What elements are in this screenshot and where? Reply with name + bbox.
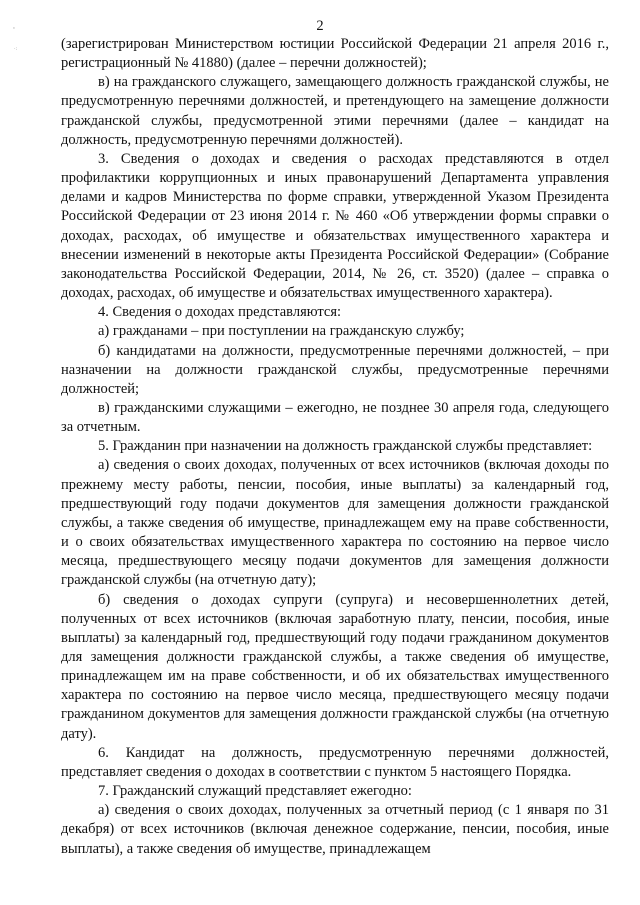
paragraph-5-item-b: б) сведения о доходах супруги (супруга) и несовершеннолетних детей, полученных от всех источников (включая заработную плату, пенсии, пособия, иные выплаты) за календарный год, предшествующий году подачи гражданином документов для замещения должности гражданской службы, а также сведения об имуществе, принадлежащем им на праве собственности, и об их обязательствах имущественного характера по состоянию на первое число месяца, предшествующего месяцу подачи гражданином документов для замещения должности гражданской службы (на отчетную дату).	[61, 591, 609, 742]
paragraph-5-item-a: а) сведения о своих доходах, полученных от всех источников (включая доходы по прежнему месту работы, пенсии, пособия, иные выплаты) за календарный год, предшествующий году подачи документов для замещения должности гражданской службы, а также сведения об имуществе, принадлежащем ему на праве собственности, и о своих обязательствах имущественного характера по состоянию на первое число месяца, предшествующего месяцу подачи документов для замещения должности гражданской службы (на отчетную дату);	[61, 457, 609, 589]
page-number: 2	[316, 18, 324, 34]
scan-artifact-mark: ·:	[14, 46, 18, 52]
paragraph-5: 5. Гражданин при назначении на должность гражданской службы представляет:	[98, 438, 593, 455]
paragraph-6: 6. Кандидат на должность, предусмотренную перечнями должностей, представляет сведения о доходах в соответствии с пунктом 5 настоящего Порядка.	[61, 744, 609, 780]
paragraph-continuation: (зарегистрирован Министерством юстиции Российской Федерации 21 апреля 2016 г., регистрационный № 41880) (далее – перечни должностей);	[61, 36, 609, 72]
paragraph-item-v: в) на гражданского служащего, замещающего должность гражданской службы, не предусмотренную перечнями должностей, и претендующего на замещение должности гражданской службы, предусмотренной этими перечнями (далее – кандидат на должность, предусмотренную перечнями должностей).	[61, 74, 609, 148]
paragraph-4-item-b: б) кандидатами на должности, предусмотренные перечнями должностей, – при назначении на должности гражданской службы, предусмотренные перечнями должностей;	[61, 342, 609, 397]
paragraph-7-item-a: а) сведения о своих доходах, полученных за отчетный период (с 1 января по 31 декабря) от всех источников (включая денежное содержание, пенсии, пособия, иные выплаты), а также сведения об имуществе, принадлежащем	[61, 802, 609, 857]
paragraph-4-item-a: а) гражданами – при поступлении на гражданскую службу;	[98, 323, 465, 340]
document-body	[61, 35, 609, 859]
scan-artifact-mark: '	[13, 26, 15, 34]
paragraph-7: 7. Гражданский служащий представляет ежегодно:	[98, 783, 412, 800]
paragraph-3: 3. Сведения о доходах и сведения о расходах представляются в отдел профилактики коррупционных и иных правонарушений Департамента управления делами и кадров Министерства по форме справки, утвержденной Указом Президента Российской Федерации от 23 июня 2014 г. № 460 «Об утверждении формы справки о доходах, расходах, об имуществе и обязательствах имущественного характера и внесении изменений в некоторые акты Президента Российской Федерации» (Собрание законодательства Российской Федерации, 2014, № 26, ст. 3520) (далее – справка о доходах, расходах, об имуществе и обязательствах имущественного характера).	[61, 150, 609, 302]
paragraph-4: 4. Сведения о доходах представляются:	[98, 304, 342, 321]
paragraph-4-item-v: в) гражданскими служащими – ежегодно, не позднее 30 апреля года, следующего за отчетным.	[61, 399, 609, 436]
